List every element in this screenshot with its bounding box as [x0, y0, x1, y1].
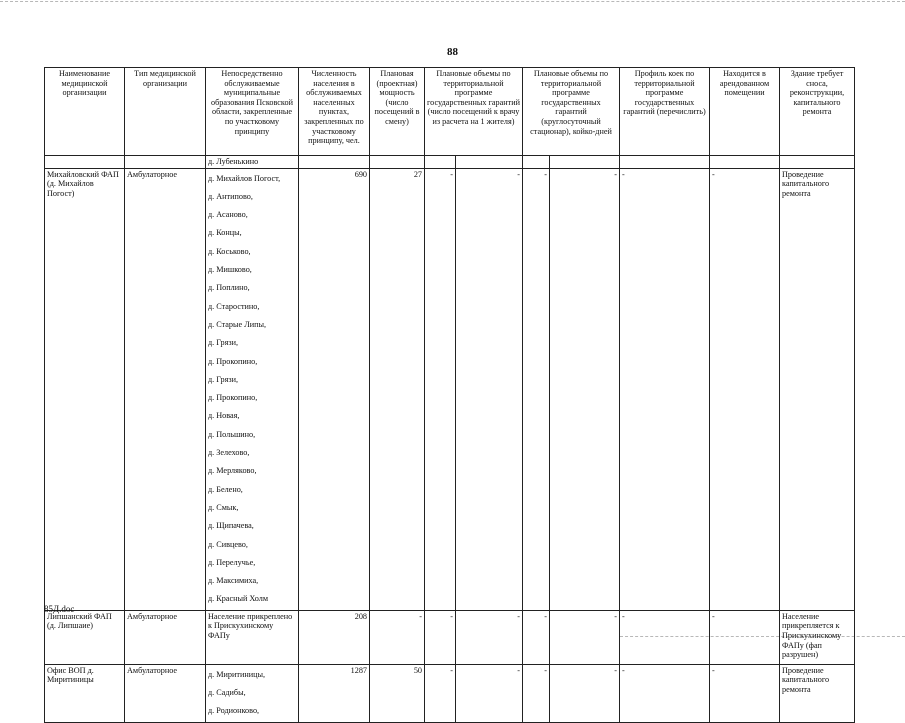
org-type: Амбулаторное — [125, 610, 206, 664]
village-name: д. Смык, — [208, 502, 239, 512]
header-beds: Профиль коек по территориальной программе государственных гарантий (перечислить) — [620, 68, 710, 156]
page-number: 88 — [447, 46, 458, 58]
population-value: 690 — [299, 168, 370, 610]
document-filename: 85Д.doc — [44, 604, 75, 614]
village-name: д. Красный Холм — [208, 594, 269, 604]
org-name: Офис ВОП д. Миритиницы — [45, 664, 125, 722]
header-outpatient: Плановые объемы по территориальной программе государственных гарантий (число посещений к врачу из расчета на 1 жителя) — [425, 68, 523, 156]
dash-cell: - — [425, 610, 456, 664]
dash-cell: - — [456, 664, 523, 722]
dash-cell: - — [550, 664, 620, 722]
scan-artifact-top — [0, 1, 905, 2]
population-value: 208 — [299, 610, 370, 664]
village-name: д. Сивцево, — [208, 539, 248, 549]
village-name: д. Грязи, — [208, 374, 238, 384]
header-population: Численность населения в обслуживаемых населенных пунктах, закрепленных по участковому принципу, чел. — [299, 68, 370, 156]
village-name: д. Родионково, — [208, 706, 260, 716]
org-type: Амбулаторное — [125, 664, 206, 722]
village-name: д. Зелехово, — [208, 448, 250, 458]
village-name: д. Садибы, — [208, 688, 246, 698]
org-name: Михайловский ФАП (д. Михайлов Погост) — [45, 168, 125, 610]
dash-cell: - — [710, 168, 780, 610]
repair-note: Население прикрепляется к Прискухинскому ФАПу (фап разрушен) — [780, 610, 855, 664]
medical-organizations-table — [44, 67, 855, 723]
dash-cell: - — [710, 610, 780, 664]
dash-cell: - — [620, 664, 710, 722]
dash-cell: - — [456, 168, 523, 610]
header-capacity: Плановая (проектная) мощность (число посещений в смену) — [370, 68, 425, 156]
village-name: д. Асаново, — [208, 210, 248, 220]
village-name: д. Михайлов Погост, — [208, 173, 281, 183]
served-text: Население прикреплено к Прискухинскому ФАПу — [206, 610, 299, 664]
table-row — [45, 610, 855, 664]
dash-cell: - — [425, 168, 456, 610]
village-name: д. Максимиха, — [208, 576, 259, 586]
dash-cell: - — [620, 610, 710, 664]
dash-cell: - — [523, 168, 550, 610]
repair-note: Проведение капитального ремонта — [780, 168, 855, 610]
header-repair: Здание требует сноса, реконструкции, капитального ремонта — [780, 68, 855, 156]
village-name: д. Коськово, — [208, 246, 251, 256]
village-name: д. Миритиницы, — [208, 669, 266, 679]
village-name: д. Польшино, — [208, 429, 256, 439]
village-name: д. Мишково, — [208, 265, 252, 275]
capacity-value: 27 — [370, 168, 425, 610]
population-value: 1287 — [299, 664, 370, 722]
village-name: д. Старые Липы, — [208, 319, 267, 329]
dash-cell: - — [456, 610, 523, 664]
village-name: д. Антипово, — [208, 191, 253, 201]
village-name: д. Концы, — [208, 228, 242, 238]
dash-cell: - — [523, 610, 550, 664]
capacity-value: 50 — [370, 664, 425, 722]
header-type: Тип медицинской организации — [125, 68, 206, 156]
village-name: д. Перелучье, — [208, 557, 256, 567]
dash-cell: - — [550, 610, 620, 664]
village-name: д. Прокопино, — [208, 356, 258, 366]
org-name: Липшанский ФАП (д. Липшаие) — [45, 610, 125, 664]
table-row — [45, 664, 855, 722]
village-name: д. Поплино, — [208, 283, 250, 293]
table-row — [45, 168, 855, 610]
carryover-village: д. Лубенькино — [206, 156, 299, 169]
village-name: д. Белено, — [208, 484, 243, 494]
header-served: Непосредственно обслуживаемые муниципальные образования Псковской области, закрепленные по участковому принципу — [206, 68, 299, 156]
village-name: д. Старостино, — [208, 301, 260, 311]
village-name: д. Мерляково, — [208, 466, 257, 476]
village-name: д. Прокопино, — [208, 393, 258, 403]
village-name: д. Щипачева, — [208, 521, 254, 531]
capacity-value: - — [370, 610, 425, 664]
village-list — [206, 168, 299, 610]
header-inpatient: Плановые объемы по территориальной программе государственных гарантий (круглосуточный стационар), койко-дней — [523, 68, 620, 156]
village-name: д. Грязи, — [208, 338, 238, 348]
header-name: Наименование медицинской организации — [45, 68, 125, 156]
org-type: Амбулаторное — [125, 168, 206, 610]
dash-cell: - — [710, 664, 780, 722]
village-list — [206, 664, 299, 722]
dash-cell: - — [523, 664, 550, 722]
dash-cell: - — [550, 168, 620, 610]
village-name: д. Новая, — [208, 411, 240, 421]
header-rented: Находится в арендованном помещении — [710, 68, 780, 156]
dash-cell: - — [425, 664, 456, 722]
dash-cell: - — [620, 168, 710, 610]
header-row — [45, 68, 855, 156]
carryover-row — [45, 156, 855, 169]
repair-note: Проведение капитального ремонта — [780, 664, 855, 722]
